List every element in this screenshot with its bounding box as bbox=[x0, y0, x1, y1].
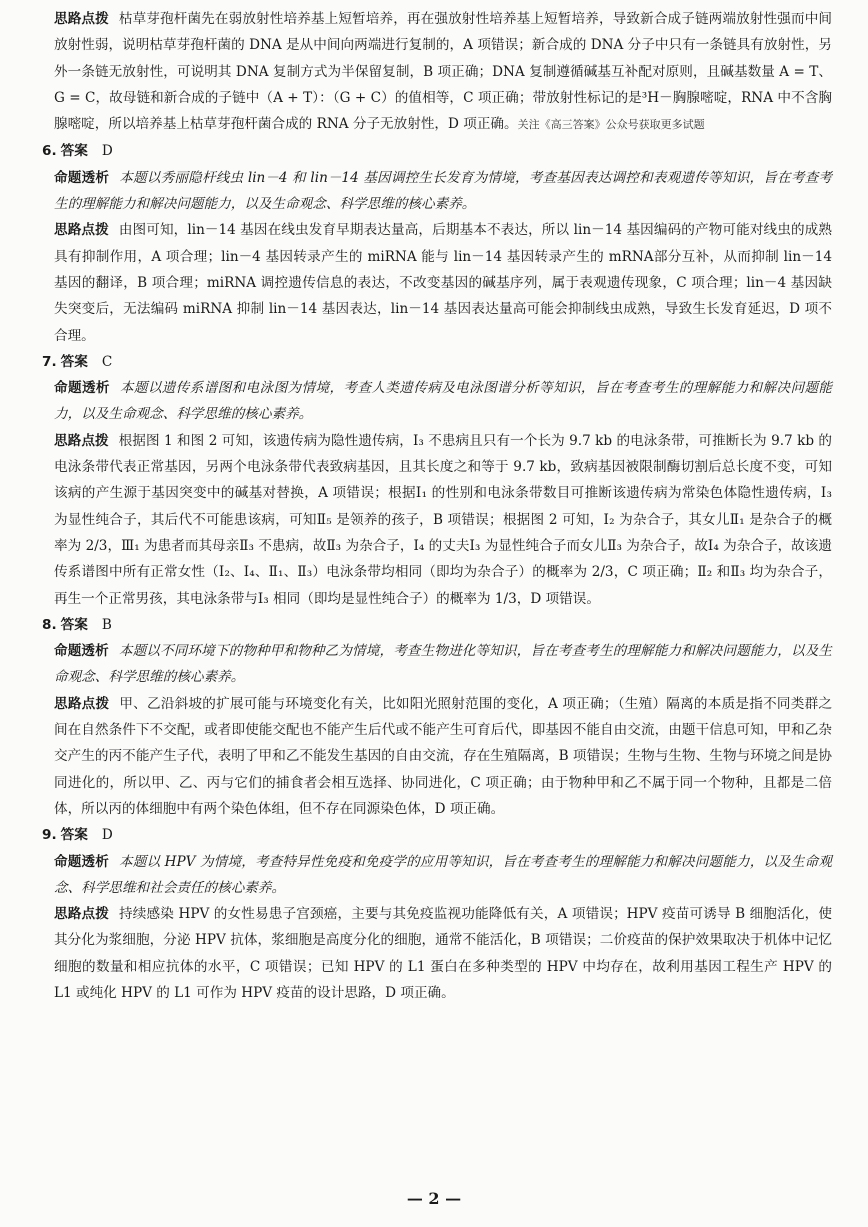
q5-note: 关注《高三答案》公众号获取更多试题 bbox=[517, 118, 705, 132]
q8-intent-label: 命题透析 bbox=[54, 643, 109, 660]
q5-analysis bbox=[42, 6, 832, 138]
q6-intent bbox=[42, 165, 832, 218]
q8-number: 8. bbox=[42, 616, 57, 633]
q9-number: 9. bbox=[42, 827, 57, 844]
q9-answer-line bbox=[42, 822, 832, 848]
q9-intent-label: 命题透析 bbox=[54, 853, 109, 870]
q8-answer-line bbox=[42, 612, 832, 638]
q8-answer: B bbox=[101, 616, 112, 633]
q6-answer: D bbox=[101, 143, 113, 160]
q8-analysis-text: 甲、乙沿斜坡的扩展可能与环境变化有关，比如阳光照射范围的变化，A 项正确；（生殖）隔离的本质是指不同类群之间在自然条件下不交配，或者即使能交配也不能产生后代或不能产生可育后代，即基因不能自由交流，由题干信息可知，甲和乙杂交产生的丙不能产生子代，表明了甲和乙不能发生基因的自由交流，存在生殖隔离，B 项错误；生物与生物、生物与环境之间是协同进化的，所以甲、乙、丙与它们的捕食者会相互选择、协同进化，C 项正确；由于物种甲和乙不属于同一个物种，且都是二倍体，所以丙的体细胞中有两个染色体组，但不存在同源染色体，D 项正确。 bbox=[54, 695, 832, 817]
q7-answer-line bbox=[42, 349, 832, 375]
q8-analysis bbox=[42, 691, 832, 822]
q7-intent-label: 命题透析 bbox=[54, 380, 110, 397]
q9-intent-text: 本题以 HPV 为情境，考查特异性免疫和免疫学的应用等知识，旨在考查考生的理解能力和解决问题能力，以及生命观念、科学思维和社会责任的核心素养。 bbox=[54, 853, 832, 896]
q5-analysis-text: 枯草芽孢杆菌先在弱放射性培养基上短暂培养，再在强放射性培养基上短暂培养，导致新合成子链两端放射性强而中间放射性弱，说明枯草芽孢杆菌的 DNA 是从中间向两端进行复制的，A 项错误；新合成的 DNA 分子中只有一条链具有放射性，另外一条链无放射性，可说明其 DNA 复制方式为半保留复制，B 项正确；DNA 复制遵循碱基互补配对原则，且碱基数量 A = T、G = C，故母链和新合成的子链中（A + T）：（G + C）的值相等，C 项正确；带放射性标记的是³H－胸腺嘧啶，RNA 中不含胸腺嘧啶，所以培养基上枯草芽孢杆菌合成的 RNA 分子无放射性，D 项正确。 bbox=[54, 11, 833, 133]
q7-answer: C bbox=[101, 353, 113, 370]
q9-analysis bbox=[42, 901, 832, 1006]
q7-intent-text: 本题以遗传系谱图和电泳图为情境，考查人类遗传病及电泳图谱分析等知识，旨在考查考生的理解能力和解决问题能力，以及生命观念、科学思维的核心素养。 bbox=[54, 380, 833, 423]
q9-intent bbox=[42, 849, 832, 902]
q7-analysis bbox=[42, 428, 832, 612]
q9-analysis-label: 思路点拨 bbox=[54, 906, 109, 923]
q5-analysis-label: 思路点拨 bbox=[54, 11, 109, 27]
q8-analysis-label: 思路点拨 bbox=[54, 695, 110, 712]
page-number: — 2 — bbox=[406, 1189, 462, 1208]
q7-analysis-text: 根据图 1 和图 2 可知，该遗传病为隐性遗传病，Ⅰ₃ 不患病且只有一个长为 9.7 kb 的电泳条带，可推断长为 9.7 kb 的电泳条带代表正常基因，另两个电泳条带代表致病基因，且其长度之和等于 9.7 kb，致病基因被限制酶切割后总长度不变，可知该病的产生源于基因突变中的碱基对替换，A 项错误；根据Ⅰ₁ 的性别和电泳条带数目可推断该遗传病为常染色体隐性遗传病，Ⅰ₃ 为显性纯合子，其后代不可能患该病，可知Ⅱ₅ 是领养的孩子，B 项错误；根据图 2 可知，Ⅰ₂ 为杂合子，其女儿Ⅱ₁ 是杂合子的概率为 2/3，Ⅲ₁ 为患者而其母亲Ⅱ₃ 不患病，故Ⅱ₃ 为杂合子，Ⅰ₄ 的丈夫Ⅰ₃ 为显性纯合子而女儿Ⅱ₃ 为杂合子，故Ⅰ₄ 为杂合子，故该遗传系谱图中所有正常女性（Ⅰ₂、Ⅰ₄、Ⅱ₁、Ⅱ₃）电泳条带均相同（即均为杂合子）的概率为 2/3，C 项正确；Ⅱ₂ 和Ⅱ₃ 均为杂合子，再生一个正常男孩，其电泳条带与Ⅰ₃ 相同（即均是显性纯合子）的概率为 1/3，D 项错误。 bbox=[54, 432, 833, 607]
q8-intent bbox=[42, 638, 832, 691]
q6-answer-label: 答案 bbox=[60, 143, 88, 160]
q6-analysis-text: 由图可知，lin－14 基因在线虫发育早期表达量高，后期基本不表达，所以 lin－14 基因编码的产物可能对线虫的成熟具有抑制作用，A 项合理；lin－4 基因转录产生的 miRNA 能与 lin－14 基因转录产生的 mRNA部分互补，从而抑制 lin－14 基因的翻译，B 项合理；miRNA 调控遗传信息的表达，不改变基因的碱基序列，属于表观遗传现象，C 项合理；lin－4 基因缺失突变后，无法编码 miRNA 抑制 lin－14 基因表达，lin－14 基因表达量高可能会抑制线虫成熟，导致生长发育延迟，D 项不合理。 bbox=[54, 222, 832, 344]
q6-analysis bbox=[42, 217, 832, 348]
q7-number: 7. bbox=[42, 353, 57, 370]
q7-analysis-label: 思路点拨 bbox=[54, 432, 109, 449]
q8-intent-text: 本题以不同环境下的物种甲和物种乙为情境，考查生物进化等知识，旨在考查考生的理解能力和解决问题能力，以及生命观念、科学思维的核心素养。 bbox=[54, 643, 833, 686]
q9-answer: D bbox=[101, 827, 113, 844]
q6-number: 6. bbox=[42, 143, 57, 160]
page-content bbox=[42, 6, 832, 1006]
q6-intent-label: 命题透析 bbox=[54, 169, 110, 186]
q6-intent-text: 本题以秀丽隐杆线虫 lin－4 和 lin－14 基因调控生长发育为情境，考查基因表达调控和表观遗传等知识，旨在考查考生的理解能力和解决问题能力，以及生命观念、科学思维的核心素养。 bbox=[54, 169, 833, 213]
q6-analysis-label: 思路点拨 bbox=[54, 222, 109, 239]
q8-answer-label: 答案 bbox=[60, 616, 88, 633]
q7-intent bbox=[42, 375, 832, 428]
q9-analysis-text: 持续感染 HPV 的女性易患子宫颈癌，主要与其免疫监视功能降低有关，A 项错误；HPV 疫苗可诱导 B 细胞活化，使其分化为浆细胞，分泌 HPV 抗体，浆细胞是高度分化的细胞，通常不能活化，B 项错误；二价疫苗的保护效果取决于机体中记忆细胞的数量和相应抗体的水平，C 项错误；已知 HPV 的 L1 蛋白在多种类型的 HPV 中均存在，故利用基因工程生产 HPV 的 L1 或纯化 HPV 的 L1 可作为 HPV 疫苗的设计思路，D 项正确。 bbox=[54, 906, 832, 1001]
q7-answer-label: 答案 bbox=[60, 353, 88, 370]
q9-answer-label: 答案 bbox=[60, 827, 88, 844]
q6-answer-line bbox=[42, 138, 832, 164]
